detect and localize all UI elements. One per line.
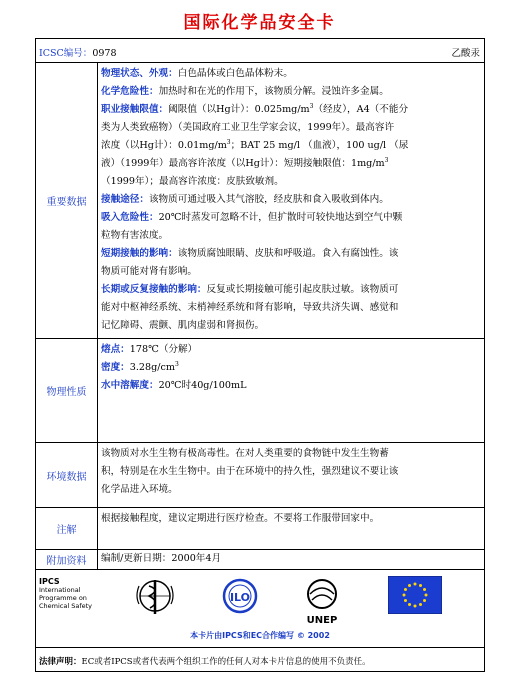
eu-star-icon bbox=[408, 584, 411, 587]
eu-star-icon bbox=[423, 599, 426, 602]
inhalation-key: 吸入危险性： bbox=[101, 212, 159, 223]
ilo-emblem-icon bbox=[216, 576, 264, 620]
eu-flag-icon bbox=[388, 576, 442, 614]
icsc-number: 0978 bbox=[92, 48, 117, 59]
solubility-key: 水中溶解度： bbox=[101, 380, 159, 391]
physical-properties-section: 物理性质 熔点：178℃（分解） 密度：$3.28g/cm^3$ 水中溶解度：20℃时40g/100mL bbox=[36, 339, 484, 443]
safety-card bbox=[35, 38, 485, 672]
eu-star-icon bbox=[425, 594, 428, 597]
unep-emblem-icon bbox=[298, 576, 346, 628]
short-term-key: 短期接触的影响： bbox=[101, 248, 178, 259]
extra-info-label: 附加资料 bbox=[36, 550, 98, 569]
environment-section: 环境数据 该物质对水生生物有极高毒性。在对人类重要的食物链中发生生物蓄 积，特别是在水生生物中。由于在环境中的持久性，强烈建议不要让该 化学品进入环境。 bbox=[36, 443, 484, 508]
important-data-section: 重要数据 物理状态、外观：白色晶体或白色晶体粉末。 化学危险性：加热时和在光的作用下，该物质分解。浸蚀许多金属。 职业接触限值：阈限值（以Hg计）：$0.025mg/m^3$（经皮），A4（不能分 类为人类致癌物）（美国政府工业卫生学家会议，1999年）。最高容许 浓度（以Hg计）：$0.01mg/m^3$；BAT 25 mg/l （血液），100 ug/l （尿 液）（1999年）最高容许浓度（以Hg计）：短期接触限值：$1mg/m^3$ （1999年）；最高容许浓度：皮肤致敏剂。 接触途径：该物质可通过吸入其气溶胶，经皮肤和食入吸收到体内。 吸入危险性：20℃时蒸发可忽略不计，但扩散时可较快地达到空气中颗 粒物有害浓度。 短期接触的影响：该物质腐蚀眼睛、皮肤和呼吸道。食入有腐蚀性。该 物质可能对肾有影响。 长期或反复接触的影响：反复或长期接触可能引起皮肤过敏。该物质可 能对中枢神经系统、末梢神经系统和肾有影响，导致共济失调、感觉和 记忆障碍、震颤、肌肉虚弱和肾损伤。 bbox=[36, 63, 484, 339]
eu-star-icon bbox=[404, 588, 407, 591]
phys-state-key: 物理状态、外观： bbox=[101, 68, 178, 79]
card-title: 国际化学品安全卡 bbox=[183, 13, 336, 33]
chemical-name: 乙酸汞 bbox=[451, 48, 480, 59]
notes-label: 注解 bbox=[36, 508, 98, 549]
occ-limit-key: 职业接触限值： bbox=[101, 104, 169, 115]
icsc-label: ICSC编号： bbox=[39, 48, 93, 59]
melting-point-key: 熔点： bbox=[101, 344, 130, 355]
legal-key: 法律声明： bbox=[39, 657, 82, 667]
svg-text:UNEP: UNEP bbox=[306, 615, 338, 626]
eu-star-icon bbox=[414, 605, 417, 608]
eu-star-icon bbox=[408, 603, 411, 606]
physical-properties-label: 物理性质 bbox=[36, 339, 98, 442]
svg-text:ILO: ILO bbox=[229, 591, 251, 604]
credit-line: 本卡片由IPCS和EC合作编写 © 2002 bbox=[190, 631, 330, 640]
notes-text: 根据接触程度，建议定期进行医疗检查。不要将工作服带回家中。 bbox=[101, 513, 380, 524]
long-term-key: 长期或反复接触的影响： bbox=[101, 284, 207, 295]
phys-state-value: 白色晶体或白色晶体粉末。 bbox=[177, 68, 293, 79]
legal-section bbox=[36, 648, 484, 672]
eu-star-icon bbox=[404, 599, 407, 602]
card-header bbox=[36, 39, 484, 63]
route-key: 接触途径： bbox=[101, 194, 149, 205]
eu-star-icon bbox=[419, 584, 422, 587]
extra-info-text: 编制/更新日期：2000年4月 bbox=[101, 553, 222, 564]
ipcs-logo-text: IPCS International Programme on Chemical Safety bbox=[39, 577, 93, 610]
legal-text: EC或者IPCS或者代表两个组织工作的任何人对本卡片信息的使用不负责任。 bbox=[81, 657, 371, 667]
eu-star-icon bbox=[419, 603, 422, 606]
notes-section bbox=[36, 508, 484, 550]
footer-logos bbox=[36, 570, 484, 648]
eu-star-icon bbox=[423, 588, 426, 591]
environment-label: 环境数据 bbox=[36, 443, 98, 507]
extra-info-section bbox=[36, 550, 484, 570]
important-data-label: 重要数据 bbox=[36, 63, 98, 338]
who-emblem-icon bbox=[131, 576, 179, 620]
density-key: 密度： bbox=[101, 362, 130, 373]
chem-hazard-key: 化学危险性： bbox=[101, 86, 159, 97]
eu-star-icon bbox=[403, 594, 406, 597]
eu-star-icon bbox=[414, 583, 417, 586]
chem-hazard-value: 加热时和在光的作用下，该物质分解。浸蚀许多金属。 bbox=[158, 86, 389, 97]
